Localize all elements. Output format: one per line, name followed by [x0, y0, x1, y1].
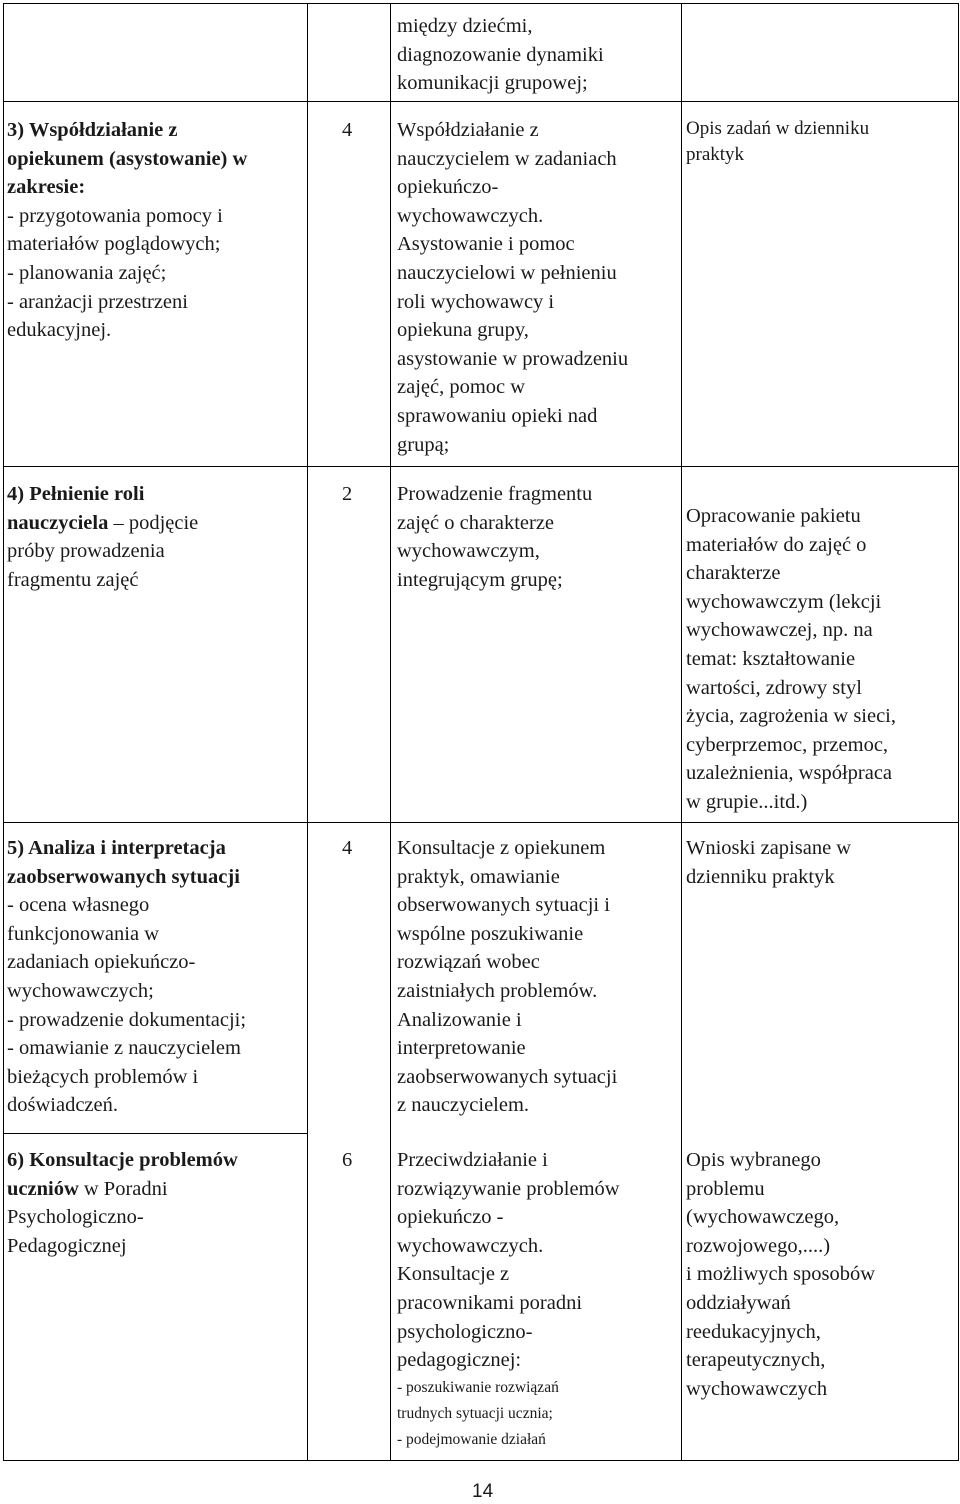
column-divider	[390, 4, 391, 1460]
row4-hours: 6	[342, 1149, 353, 1171]
row2-hours: 2	[342, 483, 353, 505]
row1-description: Współdziałanie z nauczycielem w zadaniach opiekuńczo- wychowawczych. Asystowanie i pomoc nauczycielowi w pełnieniu roli wychowawcy i opiekuna grupy, asystowanie w prowadzeniu zajęć, pomoc w sprawowaniu opieki nad grupą;	[397, 119, 629, 456]
row-divider	[4, 101, 958, 102]
row1-activity: 3) Współdziałanie z opiekunem (asystowanie) w zakresie: - przygotowania pomocy i materiałów poglądowych; - planowania zajęć; - aranżacji przestrzeni edukacyjnej.	[7, 119, 248, 342]
row0-description: między dziećmi, diagnozowanie dynamiki komunikacji grupowej;	[397, 15, 604, 95]
row2-activity: 4) Pełnienie roli nauczyciela – podjęcie próby prowadzenia fragmentu zajęć	[7, 483, 199, 591]
row3-documentation: Wnioski zapisane w dzienniku praktyk	[686, 837, 852, 888]
row-divider	[4, 1133, 307, 1134]
row2-description: Prowadzenie fragmentu zajęć o charakterze wychowawczym, integrującym grupę;	[397, 483, 593, 591]
row-divider	[4, 466, 958, 467]
row1-documentation: Opis zadań w dzienniku praktyk	[686, 118, 870, 165]
row-divider	[4, 822, 958, 823]
page-number: 14	[472, 1481, 494, 1502]
row3-description: Konsultacje z opiekunem praktyk, omawianie obserwowanych sytuacji i wspólne poszukiwanie rozwiązań wobec zaistniałych problemów. Analizowanie i interpretowanie zaobserwowanych sytuacji z nauczycielem.	[397, 837, 618, 1117]
row3-activity: 5) Analiza i interpretacja zaobserwowanych sytuacji - ocena własnego funkcjonowania w zadaniach opiekuńczo- wychowawczych; - prowadzenie dokumentacji; - omawianie z nauczycielem bieżących problemów i doświadczeń.	[7, 837, 247, 1117]
row3-hours: 4	[342, 837, 353, 859]
row1-hours: 4	[342, 119, 353, 141]
row4-description: Przeciwdziałanie i rozwiązywanie problemów opiekuńczo - wychowawczych. Konsultacje z pracownikami poradni psychologiczno- pedagogicznej: - poszukiwanie rozwiązań trudnych sytuacji ucznia; - podejmowanie działań	[397, 1149, 620, 1448]
row2-documentation: Opracowanie pakietu materiałów do zajęć o charakterze wychowawczym (lekcji wychowawczej, np. na temat: kształtowanie wartości, zdrowy styl życia, zagrożenia w sieci, cyberprzemoc, przemoc, uzależnienia, współpraca w grupie...itd.)	[686, 505, 897, 813]
column-divider	[681, 4, 682, 1460]
row4-activity: 6) Konsultacje problemów uczniów w Poradni Psychologiczno- Pedagogicznej	[7, 1149, 238, 1257]
row4-documentation: Opis wybranego problemu (wychowawczego, rozwojowego,....) i możliwych sposobów oddziaływań reedukacyjnych, terapeutycznych, wychowawczych	[686, 1149, 876, 1400]
column-divider	[307, 4, 308, 1460]
